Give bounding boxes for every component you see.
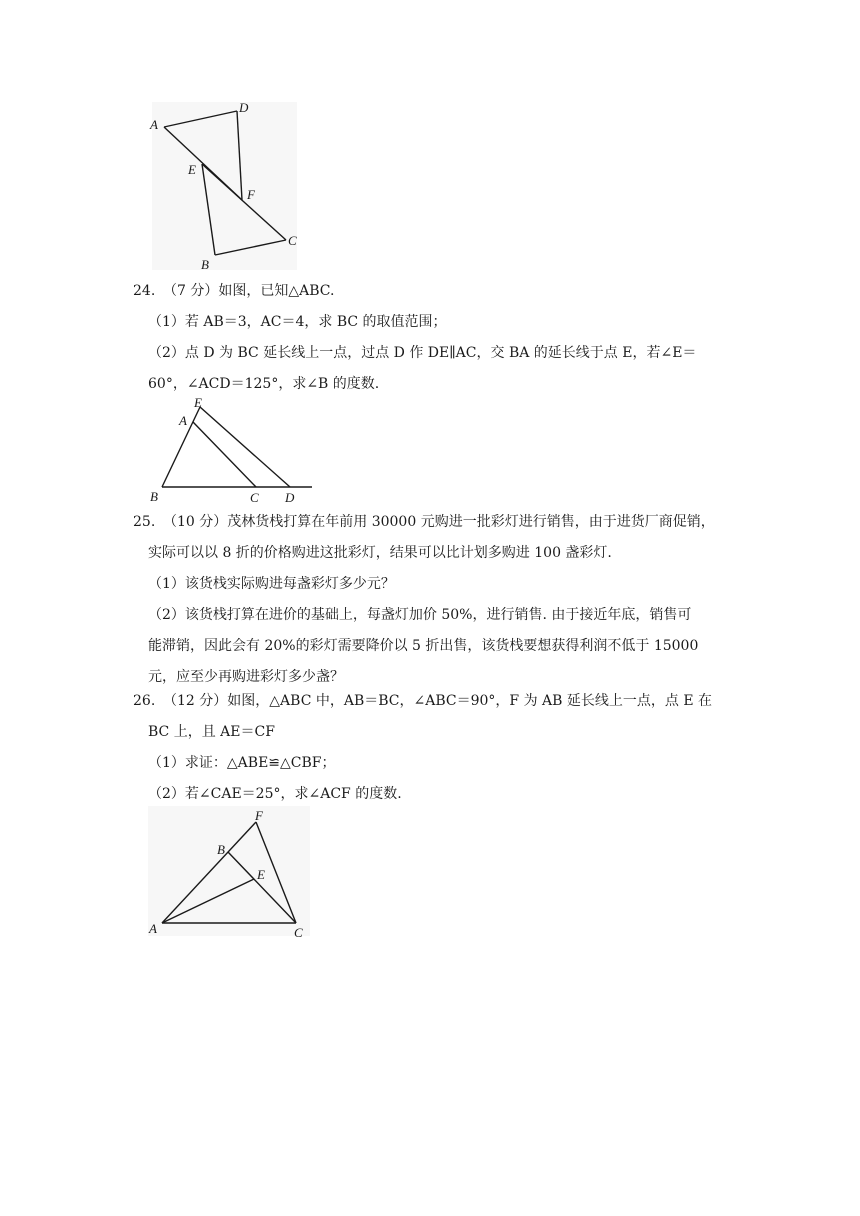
q24-part2-line1: （2）点 D 为 BC 延长线上一点，过点 D 作 DE∥AC，交 BA 的延长线于点 E，若∠E＝ bbox=[148, 345, 697, 361]
fig24-label-B: B bbox=[150, 489, 158, 504]
q25-part2-line2: 能滞销，因此会有 20%的彩灯需要降价以 5 折出售，该货栈要想获得利润不低于 15000 bbox=[148, 638, 699, 654]
fig26-label-F: F bbox=[255, 808, 263, 823]
q25-number: 25. bbox=[133, 514, 156, 530]
q26-number: 26. bbox=[133, 693, 156, 709]
figure-q26 bbox=[144, 804, 314, 939]
fig26-label-B: B bbox=[217, 842, 225, 857]
fig23-label-E: E bbox=[188, 162, 196, 177]
fig24-label-A: A bbox=[179, 413, 187, 428]
fig23-label-D: D bbox=[239, 100, 249, 115]
q25-part1: （1）该货栈实际购进每盏彩灯多少元？ bbox=[148, 576, 395, 592]
q26-part2: （2）若∠CAE＝25°，求∠ACF 的度数. bbox=[148, 786, 402, 802]
q25-part2-line1: （2）该货栈打算在进价的基础上，每盏灯加价 50%，进行销售. 由于接近年底，销售可 bbox=[148, 607, 692, 623]
fig23-label-B: B bbox=[201, 257, 209, 272]
q26-part1: （1）求证：△ABE≌△CBF； bbox=[148, 755, 336, 771]
q24-stem bbox=[133, 281, 334, 301]
q25-part2-line3: 元，应至少再购进彩灯多少盏？ bbox=[148, 669, 344, 685]
fig23-label-F: F bbox=[247, 187, 255, 202]
q24-number: 24. bbox=[133, 283, 156, 299]
fig23-label-C: C bbox=[288, 233, 297, 248]
q26-stem-text: （12 分）如图，△ABC 中，AB＝BC，∠ABC＝90°，F 为 AB 延长线上一点，点 E 在 bbox=[163, 693, 713, 709]
figure-q23-svg bbox=[140, 98, 310, 278]
q26-stem-line2: BC 上，且 AE＝CF bbox=[148, 724, 275, 740]
q25-stem-line2: 实际可以以 8 折的价格购进这批彩灯，结果可以比计划多购进 100 盏彩灯. bbox=[148, 545, 612, 561]
fig26-label-E: E bbox=[257, 867, 265, 882]
figure-q24 bbox=[144, 394, 319, 506]
fig24-label-D: D bbox=[285, 490, 295, 505]
fig26-label-A: A bbox=[149, 921, 157, 936]
figure-q23 bbox=[140, 98, 310, 278]
figure-q24-svg bbox=[144, 394, 319, 506]
fig23-label-A: A bbox=[150, 117, 158, 132]
q25-stem-line1 bbox=[133, 512, 715, 532]
q24-part2-line2: 60°，∠ACD＝125°，求∠B 的度数. bbox=[148, 376, 380, 392]
fig24-label-C: C bbox=[250, 490, 259, 505]
q25-stem-text: （10 分）茂林货栈打算在年前用 30000 元购进一批彩灯进行销售，由于进货厂商促销， bbox=[163, 514, 715, 530]
q24-part1: （1）若 AB＝3，AC＝4，求 BC 的取值范围； bbox=[148, 314, 447, 330]
fig26-label-C: C bbox=[294, 925, 303, 939]
q26-stem-line1 bbox=[133, 691, 712, 711]
figure-q26-svg bbox=[144, 804, 314, 939]
fig24-label-E: E bbox=[194, 395, 202, 410]
q24-stem-text: （7 分）如图，已知△ABC. bbox=[163, 283, 335, 299]
